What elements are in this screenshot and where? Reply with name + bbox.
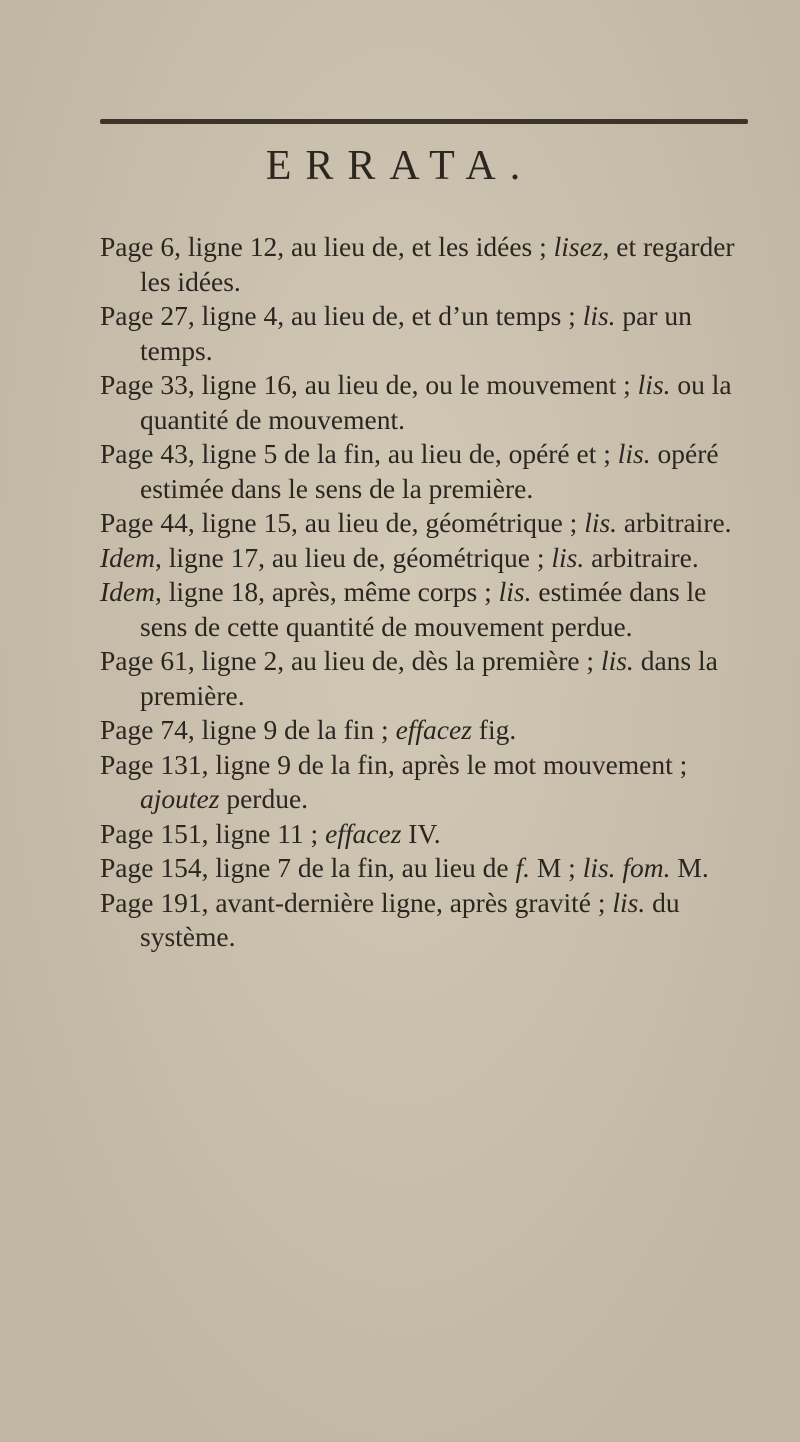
entry-italic: effacez (395, 714, 472, 745)
entry-text: estimée dans le sens de cette quantité de mouvement perdue. (140, 576, 707, 642)
entry-text: Page 151, ligne 11 ; (100, 817, 326, 849)
entry-italic: f. (515, 852, 530, 883)
page-title: ERRATA. (265, 143, 535, 189)
entry-text: M ; (529, 852, 583, 883)
entry-text: ou la quantité de mouvement. (140, 369, 732, 435)
entry-italic: lis. (617, 438, 651, 469)
entry-italic: lis. (584, 507, 618, 538)
erratum-entry (100, 817, 760, 852)
entry-italic: lis. (498, 576, 532, 607)
entry-text: Page 44, ligne 15, au lieu de, géométrique ; (100, 507, 585, 538)
erratum-entry (100, 541, 760, 576)
entry-italic: lis. (582, 300, 616, 331)
entry-text: dans la première. (140, 645, 718, 711)
erratum-entry (100, 299, 760, 368)
erratum-entry (100, 368, 760, 437)
entry-text: M. (670, 852, 709, 883)
entry-italic: lis. (551, 541, 585, 573)
erratum-entry (100, 851, 760, 886)
entry-text: Page 61, ligne 2, au lieu de, dès la première ; (100, 645, 601, 676)
entry-italic: lis. (612, 886, 646, 918)
entry-text: Page 74, ligne 9 de la fin ; (100, 714, 396, 745)
entry-text: Page 27, ligne 4, au lieu de, et d’un temps ; (100, 300, 583, 331)
entry-text: opéré estimée dans le sens de la première. (140, 438, 719, 504)
entry-italic: ajoutez (140, 783, 220, 814)
entry-text: arbitraire. (584, 541, 699, 573)
entry-text: Page 154, ligne 7 de la fin, au lieu de (100, 852, 516, 883)
erratum-entry (100, 748, 760, 817)
erratum-entry (100, 575, 760, 644)
entry-text: du système. (140, 886, 680, 952)
entry-italic: lis. (600, 645, 634, 676)
erratum-entry (100, 437, 760, 506)
entry-italic: effacez (325, 817, 402, 849)
erratum-entry (100, 644, 760, 713)
entry-text: Page 43, ligne 5 de la fin, au lieu de, opéré et ; (100, 438, 618, 469)
erratum-entry (100, 506, 760, 541)
entry-text: Page 131, ligne 9 de la fin, après le mot mouvement ; (100, 748, 688, 780)
entry-text: IV. (401, 817, 441, 849)
entry-italic: lis. (582, 852, 616, 883)
erratum-entry (100, 886, 760, 955)
header-rule (100, 119, 748, 124)
entry-italic: lisez (553, 231, 603, 262)
entry-italic: lis. (637, 369, 671, 400)
entry-italic: fom. (622, 852, 671, 883)
entry-text: , ligne 17, au lieu de, géométrique ; (154, 541, 552, 573)
entry-text: Page 6, ligne 12, au lieu de, et les idées ; (100, 231, 554, 262)
erratum-entry (100, 230, 760, 299)
entry-lead-italic: Idem (100, 576, 155, 607)
errata-list (100, 230, 760, 955)
entry-lead-italic: Idem (100, 541, 155, 573)
entry-text: fig. (471, 714, 517, 745)
entry-text: , ligne 18, après, même corps ; (154, 576, 499, 607)
entry-text: , et regarder les idées. (140, 231, 735, 297)
entry-text: Page 33, ligne 16, au lieu de, ou le mouvement ; (100, 369, 638, 400)
erratum-entry (100, 713, 760, 748)
entry-text: arbitraire. (617, 507, 732, 538)
entry-text: Page 191, avant-dernière ligne, après gravité ; (100, 886, 613, 918)
entry-text: perdue. (219, 783, 309, 814)
entry-text: par un temps. (140, 300, 692, 366)
